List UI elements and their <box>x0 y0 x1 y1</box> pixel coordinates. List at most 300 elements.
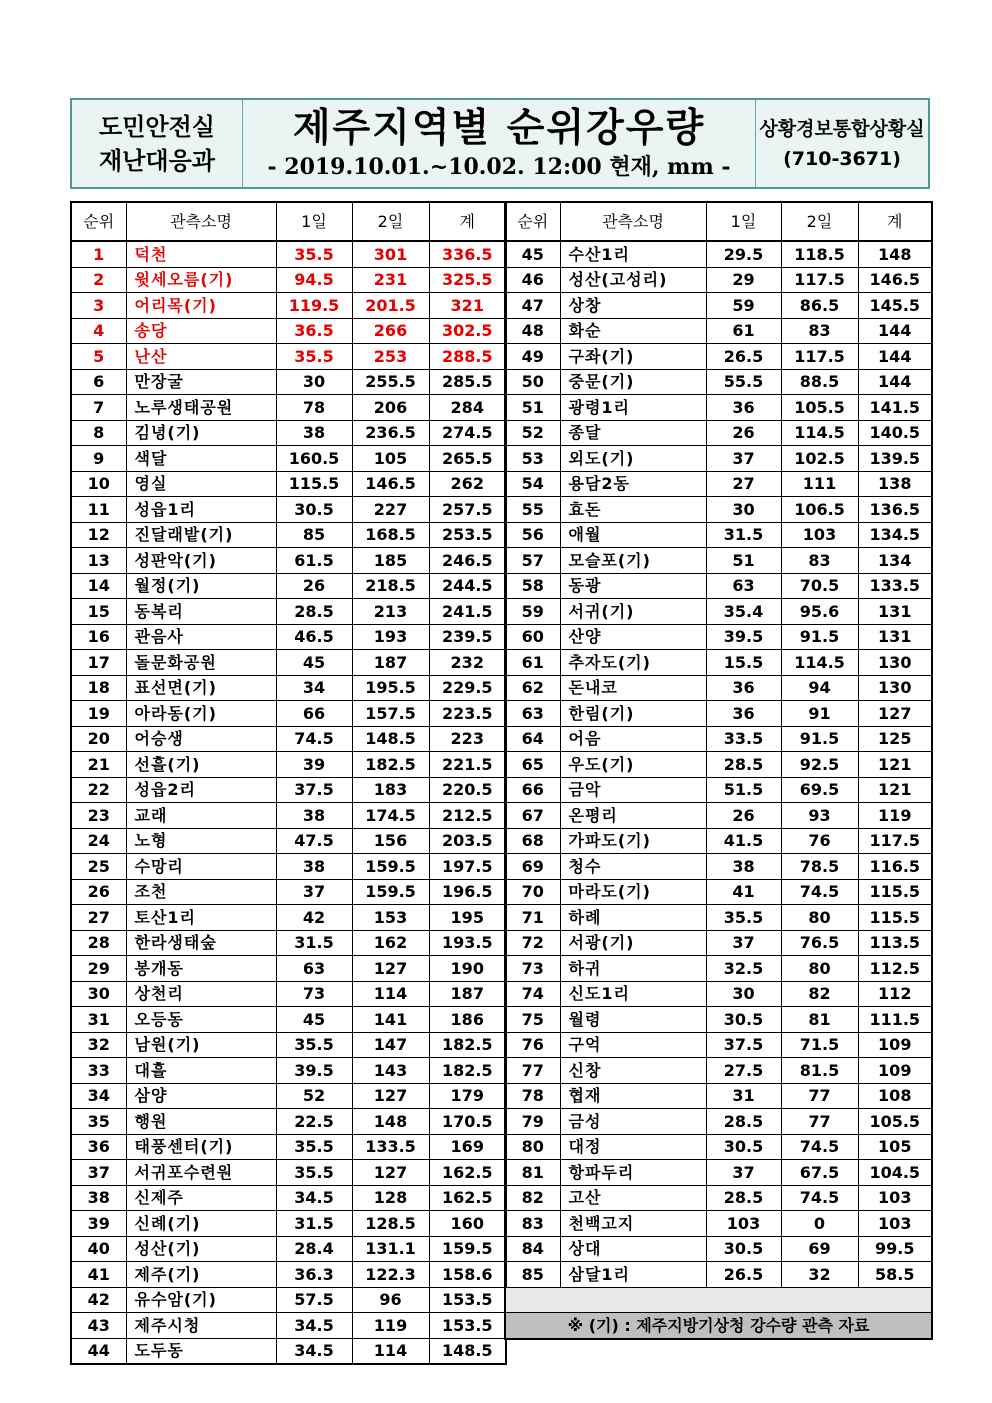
total-cell: 229.5 <box>429 675 506 701</box>
table-row <box>505 344 932 370</box>
total-cell: 186 <box>429 1007 506 1033</box>
station-name-cell: 제주시청 <box>126 1313 276 1339</box>
day1-cell: 31.5 <box>276 1211 352 1237</box>
table-row <box>505 267 932 293</box>
rank-cell: 5 <box>71 344 126 370</box>
day2-cell: 78.5 <box>781 854 858 880</box>
day2-cell: 231 <box>352 267 429 293</box>
rank-cell: 37 <box>71 1160 126 1186</box>
rank-cell: 60 <box>505 624 560 650</box>
station-name-cell: 구좌(기) <box>560 344 706 370</box>
day2-cell: 106.5 <box>781 497 858 523</box>
day2-cell: 80 <box>781 905 858 931</box>
station-name-cell: 용담2동 <box>560 471 706 497</box>
table-row <box>71 752 506 778</box>
table-row <box>71 548 506 574</box>
day1-cell: 26 <box>706 803 781 829</box>
station-name-cell: 모슬포(기) <box>560 548 706 574</box>
total-cell: 148 <box>858 241 932 267</box>
rank-cell: 8 <box>71 420 126 446</box>
table-row <box>71 981 506 1007</box>
table-row <box>71 1109 506 1135</box>
day1-cell: 55.5 <box>706 369 781 395</box>
rank-cell: 14 <box>71 573 126 599</box>
table-row <box>71 905 506 931</box>
total-cell: 257.5 <box>429 497 506 523</box>
day1-cell: 52 <box>276 1083 352 1109</box>
table-row <box>505 828 932 854</box>
table-row <box>505 854 932 880</box>
rank-cell: 28 <box>71 930 126 956</box>
day1-cell: 31.5 <box>276 930 352 956</box>
table-row <box>71 293 506 319</box>
table-row <box>71 1338 506 1364</box>
day1-cell: 37 <box>276 879 352 905</box>
department-line-2: 재난대응과 <box>99 146 215 175</box>
day1-cell: 36.5 <box>276 318 352 344</box>
rank-cell: 26 <box>71 879 126 905</box>
station-name-cell: 신제주 <box>126 1185 276 1211</box>
total-cell: 212.5 <box>429 803 506 829</box>
day1-cell: 35.5 <box>276 1160 352 1186</box>
total-cell: 121 <box>858 777 932 803</box>
table-row <box>505 650 932 676</box>
station-name-cell: 고산 <box>560 1185 706 1211</box>
day1-cell: 31.5 <box>706 522 781 548</box>
table-row <box>505 1185 932 1211</box>
table-row <box>71 1236 506 1262</box>
table-row <box>505 522 932 548</box>
day1-cell: 37 <box>706 930 781 956</box>
rank-cell: 15 <box>71 599 126 625</box>
table-row <box>505 956 932 982</box>
rank-cell: 81 <box>505 1160 560 1186</box>
station-name-cell: 천백고지 <box>560 1211 706 1237</box>
total-cell: 99.5 <box>858 1236 932 1262</box>
rank-cell: 13 <box>71 548 126 574</box>
station-name-cell: 아라동(기) <box>126 701 276 727</box>
day1-cell: 28.5 <box>706 752 781 778</box>
rank-cell: 74 <box>505 981 560 1007</box>
total-cell: 119 <box>858 803 932 829</box>
total-cell: 221.5 <box>429 752 506 778</box>
day2-cell: 218.5 <box>352 573 429 599</box>
day2-cell: 159.5 <box>352 854 429 880</box>
day2-cell: 76 <box>781 828 858 854</box>
station-name-cell: 교래 <box>126 803 276 829</box>
table-row <box>71 446 506 472</box>
rank-cell: 29 <box>71 956 126 982</box>
station-name-cell: 화순 <box>560 318 706 344</box>
table-row <box>71 624 506 650</box>
day2-cell: 94 <box>781 675 858 701</box>
rank-cell: 30 <box>71 981 126 1007</box>
total-cell: 108 <box>858 1083 932 1109</box>
day1-cell: 30.5 <box>276 497 352 523</box>
table-row <box>505 369 932 395</box>
day2-cell: 148 <box>352 1109 429 1135</box>
table-body-right <box>505 241 932 1287</box>
day1-cell: 61 <box>706 318 781 344</box>
rank-cell: 7 <box>71 395 126 421</box>
total-cell: 105.5 <box>858 1109 932 1135</box>
day2-cell: 201.5 <box>352 293 429 319</box>
day2-cell: 114.5 <box>781 420 858 446</box>
table-row <box>505 1134 932 1160</box>
day2-cell: 128.5 <box>352 1211 429 1237</box>
day2-cell: 183 <box>352 777 429 803</box>
header-total: 계 <box>858 202 932 241</box>
office-name: 상황경보통합상황실 <box>759 117 925 140</box>
header-day2: 2일 <box>352 202 429 241</box>
total-cell: 220.5 <box>429 777 506 803</box>
total-cell: 223.5 <box>429 701 506 727</box>
day2-cell: 255.5 <box>352 369 429 395</box>
total-cell: 105 <box>858 1134 932 1160</box>
rank-cell: 73 <box>505 956 560 982</box>
footnote: ※ (기) : 제주지방기상청 강수량 관측 자료 <box>505 1313 932 1339</box>
total-cell: 246.5 <box>429 548 506 574</box>
total-cell: 170.5 <box>429 1109 506 1135</box>
day2-cell: 76.5 <box>781 930 858 956</box>
day2-cell: 74.5 <box>781 879 858 905</box>
total-cell: 58.5 <box>858 1262 932 1288</box>
total-cell: 141.5 <box>858 395 932 421</box>
rank-cell: 18 <box>71 675 126 701</box>
station-name-cell: 상창 <box>560 293 706 319</box>
station-name-cell: 봉개동 <box>126 956 276 982</box>
rank-cell: 64 <box>505 726 560 752</box>
day1-cell: 160.5 <box>276 446 352 472</box>
day2-cell: 301 <box>352 241 429 267</box>
rank-cell: 20 <box>71 726 126 752</box>
day2-cell: 168.5 <box>352 522 429 548</box>
station-name-cell: 삼양 <box>126 1083 276 1109</box>
rank-cell: 61 <box>505 650 560 676</box>
table-row <box>505 471 932 497</box>
station-name-cell: 월정(기) <box>126 573 276 599</box>
rank-cell: 63 <box>505 701 560 727</box>
day2-cell: 127 <box>352 1160 429 1186</box>
day1-cell: 33.5 <box>706 726 781 752</box>
day1-cell: 34 <box>276 675 352 701</box>
station-name-cell: 어리목(기) <box>126 293 276 319</box>
table-row <box>71 1313 506 1339</box>
total-cell: 223 <box>429 726 506 752</box>
rank-cell: 25 <box>71 854 126 880</box>
day2-cell: 193 <box>352 624 429 650</box>
rank-cell: 9 <box>71 446 126 472</box>
day1-cell: 35.4 <box>706 599 781 625</box>
total-cell: 127 <box>858 701 932 727</box>
rank-cell: 4 <box>71 318 126 344</box>
total-cell: 336.5 <box>429 241 506 267</box>
office-phone: (710-3671) <box>783 147 901 170</box>
day1-cell: 38 <box>276 803 352 829</box>
rank-cell: 42 <box>71 1287 126 1313</box>
table-row <box>505 1160 932 1186</box>
total-cell: 244.5 <box>429 573 506 599</box>
total-cell: 196.5 <box>429 879 506 905</box>
day2-cell: 127 <box>352 1083 429 1109</box>
day2-cell: 93 <box>781 803 858 829</box>
day1-cell: 57.5 <box>276 1287 352 1313</box>
station-name-cell: 온평리 <box>560 803 706 829</box>
day1-cell: 27 <box>706 471 781 497</box>
rank-cell: 62 <box>505 675 560 701</box>
table-row <box>505 803 932 829</box>
day2-cell: 83 <box>781 318 858 344</box>
day1-cell: 36.3 <box>276 1262 352 1288</box>
station-name-cell: 수산1리 <box>560 241 706 267</box>
total-cell: 112 <box>858 981 932 1007</box>
total-cell: 162.5 <box>429 1185 506 1211</box>
rank-cell: 82 <box>505 1185 560 1211</box>
total-cell: 148.5 <box>429 1338 506 1364</box>
station-name-cell: 신례(기) <box>126 1211 276 1237</box>
station-name-cell: 마라도(기) <box>560 879 706 905</box>
rank-cell: 23 <box>71 803 126 829</box>
table-row <box>71 1262 506 1288</box>
station-name-cell: 영실 <box>126 471 276 497</box>
day2-cell: 74.5 <box>781 1134 858 1160</box>
day1-cell: 36 <box>706 701 781 727</box>
table-row <box>71 956 506 982</box>
station-name-cell: 윗세오름(기) <box>126 267 276 293</box>
total-cell: 104.5 <box>858 1160 932 1186</box>
table-row <box>505 1109 932 1135</box>
day2-cell: 159.5 <box>352 879 429 905</box>
table-row <box>505 879 932 905</box>
station-name-cell: 태풍센터(기) <box>126 1134 276 1160</box>
day2-cell: 206 <box>352 395 429 421</box>
blank-cell <box>505 1287 932 1313</box>
station-name-cell: 선흘(기) <box>126 752 276 778</box>
total-cell: 109 <box>858 1058 932 1084</box>
total-cell: 179 <box>429 1083 506 1109</box>
station-name-cell: 신창 <box>560 1058 706 1084</box>
station-name-cell: 노루생태공원 <box>126 395 276 421</box>
day1-cell: 27.5 <box>706 1058 781 1084</box>
header-station: 관측소명 <box>560 202 706 241</box>
day1-cell: 39.5 <box>276 1058 352 1084</box>
day1-cell: 38 <box>276 854 352 880</box>
rank-cell: 85 <box>505 1262 560 1288</box>
rank-cell: 54 <box>505 471 560 497</box>
header-station: 관측소명 <box>126 202 276 241</box>
total-cell: 160 <box>429 1211 506 1237</box>
day2-cell: 91 <box>781 701 858 727</box>
day1-cell: 30 <box>706 497 781 523</box>
total-cell: 193.5 <box>429 930 506 956</box>
rank-cell: 77 <box>505 1058 560 1084</box>
total-cell: 169 <box>429 1134 506 1160</box>
station-name-cell: 송당 <box>126 318 276 344</box>
day2-cell: 174.5 <box>352 803 429 829</box>
table-row <box>505 318 932 344</box>
station-name-cell: 한라생태숲 <box>126 930 276 956</box>
rank-cell: 69 <box>505 854 560 880</box>
rank-cell: 79 <box>505 1109 560 1135</box>
header-rank: 순위 <box>505 202 560 241</box>
station-name-cell: 어승생 <box>126 726 276 752</box>
day1-cell: 73 <box>276 981 352 1007</box>
station-name-cell: 하례 <box>560 905 706 931</box>
day2-cell: 117.5 <box>781 267 858 293</box>
total-cell: 111.5 <box>858 1007 932 1033</box>
day1-cell: 30.5 <box>706 1134 781 1160</box>
station-name-cell: 항파두리 <box>560 1160 706 1186</box>
station-name-cell: 한림(기) <box>560 701 706 727</box>
day1-cell: 30.5 <box>706 1007 781 1033</box>
day2-cell: 96 <box>352 1287 429 1313</box>
station-name-cell: 상대 <box>560 1236 706 1262</box>
station-name-cell: 하귀 <box>560 956 706 982</box>
day2-cell: 147 <box>352 1032 429 1058</box>
day2-cell: 67.5 <box>781 1160 858 1186</box>
table-row <box>505 573 932 599</box>
rank-cell: 3 <box>71 293 126 319</box>
total-cell: 134.5 <box>858 522 932 548</box>
station-name-cell: 색달 <box>126 446 276 472</box>
day1-cell: 22.5 <box>276 1109 352 1135</box>
header-day1: 1일 <box>706 202 781 241</box>
total-cell: 253.5 <box>429 522 506 548</box>
total-cell: 241.5 <box>429 599 506 625</box>
day1-cell: 34.5 <box>276 1338 352 1364</box>
table-row <box>71 1160 506 1186</box>
rank-cell: 66 <box>505 777 560 803</box>
station-name-cell: 김녕(기) <box>126 420 276 446</box>
rank-cell: 52 <box>505 420 560 446</box>
day1-cell: 45 <box>276 1007 352 1033</box>
rank-cell: 45 <box>505 241 560 267</box>
rank-cell: 75 <box>505 1007 560 1033</box>
table-row <box>71 854 506 880</box>
station-name-cell: 청수 <box>560 854 706 880</box>
total-cell: 116.5 <box>858 854 932 880</box>
station-name-cell: 제주(기) <box>126 1262 276 1288</box>
day1-cell: 37 <box>706 1160 781 1186</box>
day2-cell: 82 <box>781 981 858 1007</box>
total-cell: 325.5 <box>429 267 506 293</box>
day2-cell: 114 <box>352 1338 429 1364</box>
table-row <box>505 293 932 319</box>
day2-cell: 148.5 <box>352 726 429 752</box>
total-cell: 134 <box>858 548 932 574</box>
table-row <box>71 497 506 523</box>
rank-cell: 55 <box>505 497 560 523</box>
rank-cell: 40 <box>71 1236 126 1262</box>
rank-cell: 35 <box>71 1109 126 1135</box>
total-cell: 203.5 <box>429 828 506 854</box>
table-row <box>505 1236 932 1262</box>
day1-cell: 37.5 <box>706 1032 781 1058</box>
station-name-cell: 남원(기) <box>126 1032 276 1058</box>
blank-row <box>505 1287 932 1313</box>
rank-cell: 39 <box>71 1211 126 1237</box>
station-name-cell: 유수암(기) <box>126 1287 276 1313</box>
day2-cell: 105.5 <box>781 395 858 421</box>
table-row <box>505 752 932 778</box>
day2-cell: 91.5 <box>781 726 858 752</box>
station-name-cell: 난산 <box>126 344 276 370</box>
day1-cell: 78 <box>276 395 352 421</box>
table-row <box>505 726 932 752</box>
table-row <box>71 930 506 956</box>
day1-cell: 46.5 <box>276 624 352 650</box>
day2-cell: 86.5 <box>781 293 858 319</box>
day2-cell: 156 <box>352 828 429 854</box>
footnote-row <box>505 1313 932 1339</box>
table-row <box>505 1032 932 1058</box>
day2-cell: 253 <box>352 344 429 370</box>
table-row <box>505 241 932 267</box>
station-name-cell: 동광 <box>560 573 706 599</box>
total-cell: 262 <box>429 471 506 497</box>
day1-cell: 63 <box>276 956 352 982</box>
day2-cell: 133.5 <box>352 1134 429 1160</box>
table-row <box>505 1262 932 1288</box>
total-cell: 285.5 <box>429 369 506 395</box>
rainfall-table-left <box>70 201 507 1365</box>
table-header-row <box>505 202 932 241</box>
day1-cell: 37.5 <box>276 777 352 803</box>
total-cell: 125 <box>858 726 932 752</box>
rank-cell: 2 <box>71 267 126 293</box>
station-name-cell: 덕천 <box>126 241 276 267</box>
total-cell: 321 <box>429 293 506 319</box>
rank-cell: 19 <box>71 701 126 727</box>
total-cell: 144 <box>858 318 932 344</box>
station-name-cell: 외도(기) <box>560 446 706 472</box>
table-row <box>505 981 932 1007</box>
day2-cell: 119 <box>352 1313 429 1339</box>
total-cell: 153.5 <box>429 1313 506 1339</box>
total-cell: 138 <box>858 471 932 497</box>
day2-cell: 92.5 <box>781 752 858 778</box>
total-cell: 158.6 <box>429 1262 506 1288</box>
day2-cell: 153 <box>352 905 429 931</box>
table-row <box>71 1007 506 1033</box>
day2-cell: 103 <box>781 522 858 548</box>
day1-cell: 85 <box>276 522 352 548</box>
page-title: 제주지역별 순위강우량 <box>292 105 706 151</box>
station-name-cell: 성산(기) <box>126 1236 276 1262</box>
day2-cell: 213 <box>352 599 429 625</box>
table-row <box>71 1134 506 1160</box>
day1-cell: 51.5 <box>706 777 781 803</box>
day1-cell: 28.4 <box>276 1236 352 1262</box>
total-cell: 115.5 <box>858 905 932 931</box>
table-row <box>71 471 506 497</box>
table-row <box>71 1211 506 1237</box>
station-name-cell: 협재 <box>560 1083 706 1109</box>
day1-cell: 74.5 <box>276 726 352 752</box>
table-row <box>505 1083 932 1109</box>
station-name-cell: 구억 <box>560 1032 706 1058</box>
day2-cell: 0 <box>781 1211 858 1237</box>
total-cell: 182.5 <box>429 1032 506 1058</box>
total-cell: 239.5 <box>429 624 506 650</box>
station-name-cell: 어음 <box>560 726 706 752</box>
day2-cell: 141 <box>352 1007 429 1033</box>
rank-cell: 51 <box>505 395 560 421</box>
rank-cell: 65 <box>505 752 560 778</box>
rank-cell: 53 <box>505 446 560 472</box>
rank-cell: 83 <box>505 1211 560 1237</box>
table-row <box>71 1185 506 1211</box>
